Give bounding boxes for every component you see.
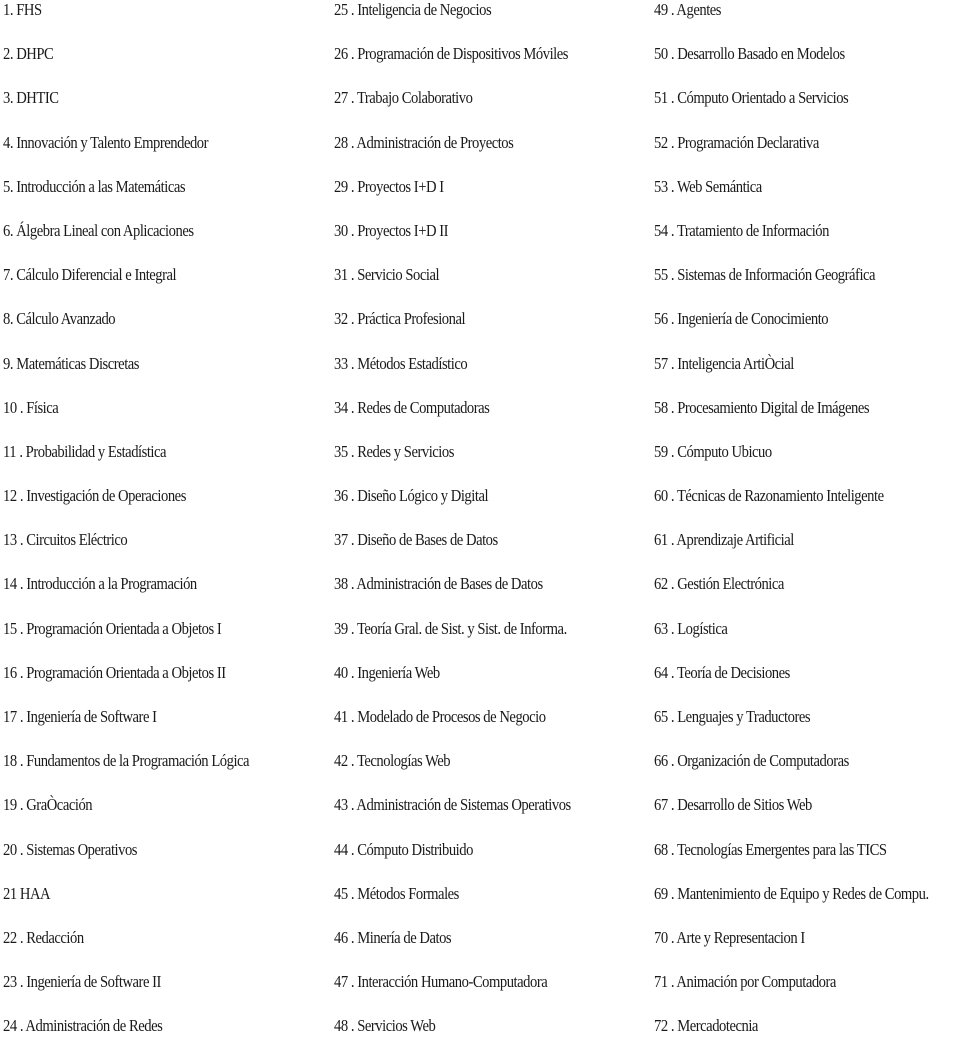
course-entry: 57 . Inteligencia ArtiÒcial <box>654 353 794 373</box>
course-entry: 39 . Teoría Gral. de Sist. y Sist. de Informa. <box>334 618 567 638</box>
course-entry: 7. Cálculo Diferencial e Integral <box>3 265 177 285</box>
course-entry: 30 . Proyectos I+D II <box>334 220 449 240</box>
course-entry: 41 . Modelado de Procesos de Negocio <box>334 707 546 726</box>
course-entry: 50 . Desarrollo Basado en Modelos <box>654 44 845 64</box>
course-entry: 65 . Lenguajes y Traductores <box>654 707 811 726</box>
course-entry: 55 . Sistemas de Información Geográfica <box>654 265 876 285</box>
course-entry: 20 . Sistemas Operativos <box>3 839 138 859</box>
course-entry: 26 . Programación de Dispositivos Móviles <box>334 44 569 64</box>
course-entry: 44 . Cómputo Distribuido <box>334 839 473 859</box>
course-entry: 31 . Servicio Social <box>334 265 440 285</box>
course-entry: 48 . Servicios Web <box>334 1016 436 1036</box>
course-entry: 71 . Animación por Computadora <box>654 972 836 992</box>
course-entry: 4. Innovación y Talento Emprendedor <box>3 132 209 152</box>
course-entry: 70 . Arte y Representacion I <box>654 927 805 947</box>
course-entry: 66 . Organización de Computadoras <box>654 751 849 771</box>
course-entry: 22 . Redacción <box>3 927 84 947</box>
course-entry: 72 . Mercadotecnia <box>654 1016 758 1036</box>
course-entry: 1. FHS <box>3 0 42 19</box>
course-entry: 6. Álgebra Lineal con Aplicaciones <box>3 220 194 240</box>
course-entry: 67 . Desarrollo de Sitios Web <box>654 795 812 815</box>
course-entry: 58 . Procesamiento Digital de Imágenes <box>654 397 870 417</box>
course-entry: 47 . Interacción Humano-Computadora <box>334 972 548 992</box>
course-entry: 61 . Aprendizaje Artificial <box>654 530 794 550</box>
course-entry: 2. DHPC <box>3 44 54 64</box>
course-entry: 62 . Gestión Electrónica <box>654 574 784 594</box>
course-entry: 52 . Programación Declarativa <box>654 132 819 152</box>
course-entry: 59 . Cómputo Ubicuo <box>654 441 772 461</box>
course-column-2 <box>334 0 644 1061</box>
course-entry: 63 . Logística <box>654 618 728 638</box>
course-entry: 42 . Tecnologías Web <box>334 751 451 771</box>
course-entry: 46 . Minería de Datos <box>334 927 452 947</box>
course-entry: 13 . Circuitos Eléctrico <box>3 530 128 550</box>
course-entry: 60 . Técnicas de Razonamiento Inteligente <box>654 486 884 506</box>
course-entry: 5. Introducción a las Matemáticas <box>3 176 186 196</box>
course-entry: 40 . Ingeniería Web <box>334 662 440 682</box>
course-entry: 17 . Ingeniería de Software I <box>3 707 157 726</box>
course-column-1 <box>3 0 323 1061</box>
course-entry: 16 . Programación Orientada a Objetos II <box>3 662 226 682</box>
course-entry: 25 . Inteligencia de Negocios <box>334 0 492 19</box>
course-entry: 56 . Ingeniería de Conocimiento <box>654 309 829 329</box>
course-entry: 15 . Programación Orientada a Objetos I <box>3 618 222 638</box>
course-entry: 49 . Agentes <box>654 0 722 19</box>
course-entry: 18 . Fundamentos de la Programación Lógica <box>3 751 250 771</box>
course-entry: 37 . Diseño de Bases de Datos <box>334 530 498 550</box>
course-entry: 8. Cálculo Avanzado <box>3 309 116 329</box>
course-entry: 3. DHTIC <box>3 88 59 108</box>
course-entry: 69 . Mantenimiento de Equipo y Redes de Compu. <box>654 883 929 903</box>
course-entry: 24 . Administración de Redes <box>3 1016 163 1036</box>
course-entry: 9. Matemáticas Discretas <box>3 353 140 373</box>
course-entry: 12 . Investigación de Operaciones <box>3 486 186 506</box>
course-entry: 64 . Teoría de Decisiones <box>654 662 790 682</box>
course-entry: 36 . Diseño Lógico y Digital <box>334 486 489 506</box>
course-entry: 35 . Redes y Servicios <box>334 441 454 461</box>
course-entry: 27 . Trabajo Colaborativo <box>334 88 473 108</box>
course-entry: 51 . Cómputo Orientado a Servicios <box>654 88 849 108</box>
course-entry: 28 . Administración de Proyectos <box>334 132 514 152</box>
course-entry: 32 . Práctica Profesional <box>334 309 466 329</box>
course-entry: 19 . GraÒcación <box>3 795 93 815</box>
course-entry: 53 . Web Semántica <box>654 176 762 196</box>
course-entry: 68 . Tecnologías Emergentes para las TICS <box>654 839 887 859</box>
course-entry: 38 . Administración de Bases de Datos <box>334 574 543 594</box>
course-entry: 33 . Métodos Estadístico <box>334 353 468 373</box>
course-entry: 43 . Administración de Sistemas Operativos <box>334 795 571 815</box>
course-entry: 45 . Métodos Formales <box>334 883 459 903</box>
course-entry: 34 . Redes de Computadoras <box>334 397 490 417</box>
course-entry: 21 HAA <box>3 883 51 903</box>
course-entry: 54 . Tratamiento de Información <box>654 220 829 240</box>
course-entry: 11 . Probabilidad y Estadística <box>3 441 167 461</box>
course-entry: 14 . Introducción a la Programación <box>3 574 197 594</box>
course-entry: 10 . Física <box>3 397 59 417</box>
course-entry: 29 . Proyectos I+D I <box>334 176 444 196</box>
course-entry: 23 . Ingeniería de Software II <box>3 972 161 992</box>
course-column-3 <box>654 0 961 1061</box>
